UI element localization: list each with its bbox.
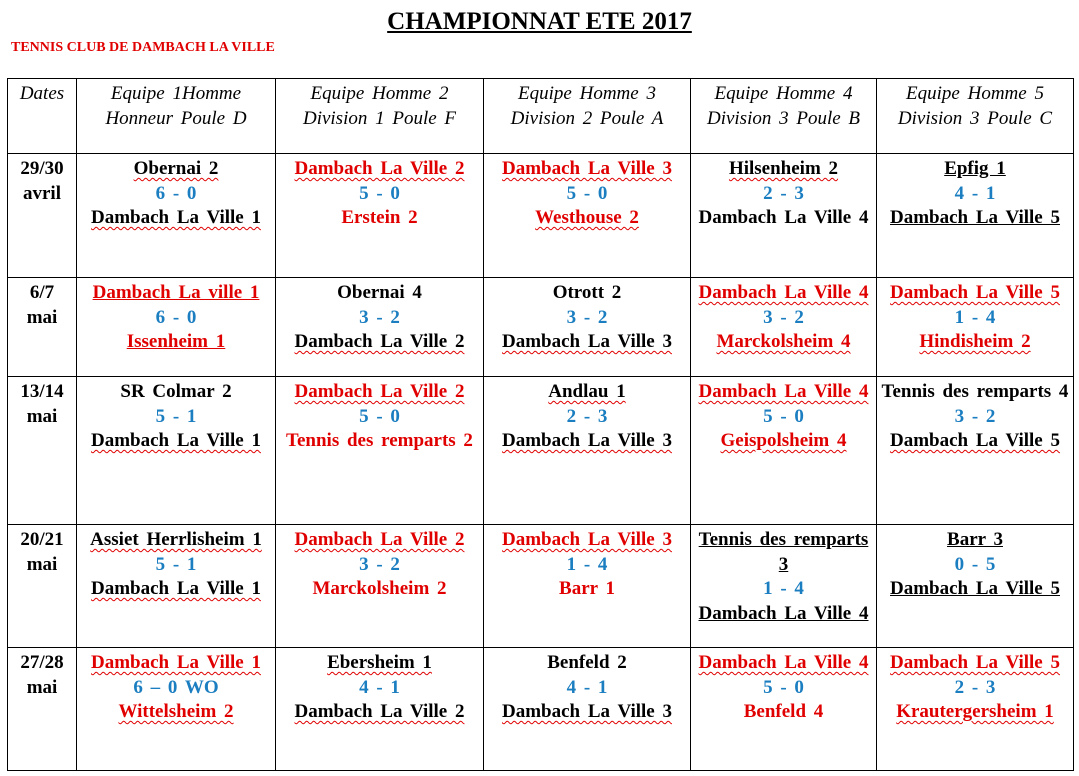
away-team: Dambach La Ville 4 bbox=[698, 602, 869, 624]
away-team: Wittelsheim 2 bbox=[118, 701, 234, 722]
match-cell bbox=[877, 154, 1074, 278]
match-score: 5 - 0 bbox=[359, 182, 400, 204]
home-team: Dambach La Ville 3 bbox=[502, 158, 672, 179]
match-score: 1 - 4 bbox=[566, 553, 608, 575]
match-score: 1 - 4 bbox=[954, 306, 996, 328]
header-row bbox=[8, 79, 1074, 154]
away-team: Dambach La Ville 1 bbox=[91, 430, 261, 451]
match-cell bbox=[691, 648, 877, 771]
club-name: TENNIS CLUB DE DAMBACH LA VILLE bbox=[11, 40, 275, 55]
match-cell bbox=[877, 648, 1074, 771]
match-score: 2 - 3 bbox=[763, 182, 804, 204]
home-team: Hilsenheim 2 bbox=[728, 158, 839, 179]
match-score: 4 - 1 bbox=[566, 676, 608, 698]
match-cell bbox=[77, 648, 276, 771]
match-cell bbox=[484, 278, 691, 377]
away-team: Barr 1 bbox=[559, 578, 615, 599]
away-team: Dambach La Ville 5 bbox=[890, 207, 1060, 228]
away-team: Dambach La Ville 5 bbox=[890, 578, 1060, 599]
home-team: SR Colmar 2 bbox=[120, 381, 232, 402]
home-team: Dambach La Ville 4 bbox=[698, 381, 869, 402]
match-score: 2 - 3 bbox=[566, 405, 608, 427]
match-score: 3 - 2 bbox=[359, 306, 400, 328]
match-score: 5 - 1 bbox=[155, 405, 197, 427]
home-team: Andlau 1 bbox=[548, 381, 626, 402]
away-team: Marckolsheim 4 bbox=[716, 331, 851, 352]
home-team: Dambach La Ville 2 bbox=[294, 529, 465, 550]
away-team: Erstein 2 bbox=[341, 207, 418, 228]
match-cell bbox=[691, 154, 877, 278]
home-team: Obernai 4 bbox=[337, 282, 422, 303]
date-cell: 13/14 mai bbox=[8, 377, 77, 525]
match-score: 6 - 0 bbox=[155, 182, 197, 204]
match-score: 3 - 2 bbox=[359, 553, 400, 575]
match-score: 3 - 2 bbox=[954, 405, 996, 427]
match-cell bbox=[276, 278, 484, 377]
away-team: Benfeld 4 bbox=[743, 701, 824, 722]
match-cell bbox=[484, 154, 691, 278]
table-row bbox=[8, 377, 1074, 525]
match-cell bbox=[877, 525, 1074, 648]
away-team: Dambach La Ville 1 bbox=[91, 578, 261, 599]
table-row bbox=[8, 525, 1074, 648]
header-team-4: Equipe Homme 4 Division 3 Poule B bbox=[691, 79, 877, 154]
match-score: 6 - 0 bbox=[155, 306, 197, 328]
home-team: Assiet Herrlisheim 1 bbox=[90, 529, 262, 550]
match-cell bbox=[691, 525, 877, 648]
match-score: 1 - 4 bbox=[763, 578, 804, 599]
table-row bbox=[8, 154, 1074, 278]
match-score: 6 – 0 WO bbox=[133, 676, 219, 698]
match-score: 4 - 1 bbox=[954, 182, 996, 204]
match-cell bbox=[276, 377, 484, 525]
home-team: Obernai 2 bbox=[133, 158, 219, 179]
away-team: Dambach La Ville 3 bbox=[502, 430, 672, 451]
away-team: Geispolsheim 4 bbox=[720, 430, 847, 451]
match-score: 5 - 0 bbox=[566, 182, 608, 204]
home-team: Benfeld 2 bbox=[547, 652, 627, 673]
match-cell bbox=[276, 648, 484, 771]
date-cell: 20/21 mai bbox=[8, 525, 77, 648]
home-team: Epfig 1 bbox=[944, 158, 1006, 179]
away-team: Dambach La Ville 2 bbox=[294, 701, 465, 722]
home-team: Dambach La Ville 2 bbox=[294, 381, 465, 402]
match-cell bbox=[484, 525, 691, 648]
home-team: Dambach La Ville 4 bbox=[698, 282, 869, 303]
schedule-table bbox=[7, 78, 1074, 771]
date-cell: 6/7 mai bbox=[8, 278, 77, 377]
header-dates: Dates bbox=[8, 79, 77, 154]
away-team: Dambach La Ville 5 bbox=[890, 430, 1060, 451]
home-team: Barr 3 bbox=[947, 529, 1003, 550]
home-team: Dambach La Ville 5 bbox=[890, 652, 1060, 673]
match-score: 0 - 5 bbox=[954, 553, 996, 575]
away-team: Dambach La Ville 3 bbox=[502, 701, 672, 722]
away-team: Dambach La Ville 4 bbox=[698, 207, 869, 228]
date-cell: 27/28 mai bbox=[8, 648, 77, 771]
table-row bbox=[8, 648, 1074, 771]
home-team: Ebersheim 1 bbox=[327, 652, 432, 673]
home-team: Dambach La Ville 2 bbox=[294, 158, 465, 179]
match-cell bbox=[484, 648, 691, 771]
page-title: CHAMPIONNAT ETE 2017 bbox=[387, 8, 692, 35]
home-team: Dambach La Ville 3 bbox=[502, 529, 672, 550]
away-team: Dambach La Ville 1 bbox=[91, 207, 261, 228]
home-team: Dambach La Ville 5 bbox=[890, 282, 1060, 303]
match-cell bbox=[691, 278, 877, 377]
match-score: 3 - 2 bbox=[763, 306, 804, 328]
match-score: 5 - 0 bbox=[763, 676, 804, 698]
away-team: Westhouse 2 bbox=[535, 207, 639, 228]
header-team-1: Equipe 1Homme Honneur Poule D bbox=[77, 79, 276, 154]
match-cell bbox=[276, 154, 484, 278]
match-cell bbox=[691, 377, 877, 525]
home-team: Tennis des remparts 4 bbox=[881, 381, 1069, 402]
match-cell bbox=[877, 377, 1074, 525]
match-cell bbox=[484, 377, 691, 525]
table-row bbox=[8, 278, 1074, 377]
home-team: Tennis des remparts 3 bbox=[698, 529, 869, 575]
match-cell bbox=[77, 377, 276, 525]
away-team: Dambach La Ville 2 bbox=[294, 331, 465, 352]
header-team-2: Equipe Homme 2 Division 1 Poule F bbox=[276, 79, 484, 154]
match-cell bbox=[276, 525, 484, 648]
match-score: 5 - 0 bbox=[359, 405, 400, 427]
match-score: 4 - 1 bbox=[359, 676, 400, 698]
home-team: Dambach La Ville 1 bbox=[91, 652, 261, 673]
away-team: Tennis des remparts 2 bbox=[286, 430, 473, 451]
home-team: Otrott 2 bbox=[552, 282, 622, 303]
match-cell bbox=[77, 278, 276, 377]
header-team-5: Equipe Homme 5 Division 3 Poule C bbox=[877, 79, 1074, 154]
away-team: Krautergersheim 1 bbox=[896, 701, 1054, 722]
away-team: Marckolsheim 2 bbox=[312, 578, 447, 599]
match-score: 2 - 3 bbox=[954, 676, 996, 698]
date-cell: 29/30 avril bbox=[8, 154, 77, 278]
home-team: Dambach La ville 1 bbox=[92, 282, 260, 303]
match-score: 5 - 1 bbox=[155, 553, 197, 575]
match-cell bbox=[877, 278, 1074, 377]
away-team: Dambach La Ville 3 bbox=[502, 331, 672, 352]
home-team: Dambach La Ville 4 bbox=[698, 652, 869, 673]
match-score: 5 - 0 bbox=[763, 405, 804, 427]
match-cell bbox=[77, 154, 276, 278]
away-team: Issenheim 1 bbox=[126, 331, 226, 352]
match-cell bbox=[77, 525, 276, 648]
match-score: 3 - 2 bbox=[566, 306, 608, 328]
away-team: Hindisheim 2 bbox=[919, 331, 1031, 352]
header-team-3: Equipe Homme 3 Division 2 Poule A bbox=[484, 79, 691, 154]
